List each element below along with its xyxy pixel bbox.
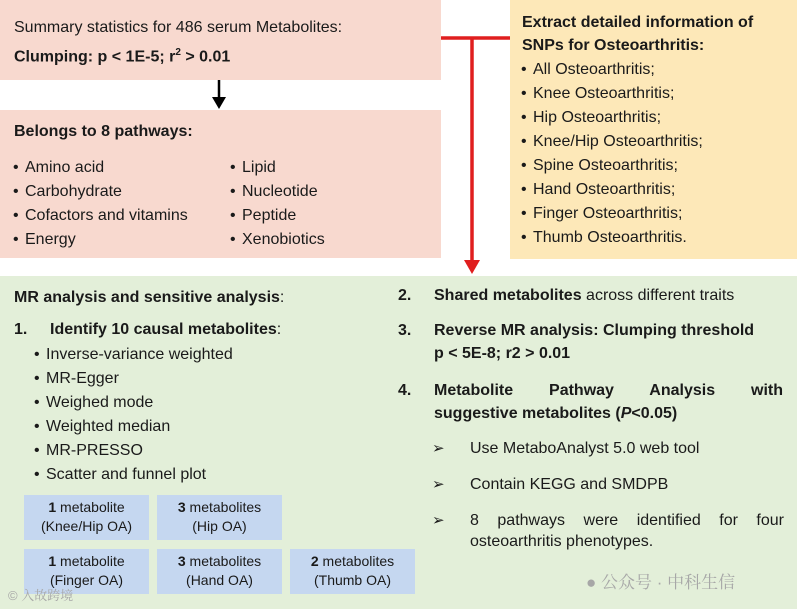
- step2-text: Shared metabolites across different traits: [434, 287, 735, 304]
- watermark-right: ● 公众号 · 中科生信: [586, 573, 736, 592]
- step1-title: Identify 10 causal metabolites:: [50, 321, 282, 338]
- list-item: • Hip Osteoarthritis;: [521, 106, 703, 130]
- list-item: • MR-PRESSO: [34, 439, 233, 463]
- list-item: • Hand Osteoarthritis;: [521, 178, 703, 202]
- list-item: • Finger Osteoarthritis;: [521, 202, 703, 226]
- metabolite-box-knee-hip: 1 metabolite (Knee/Hip OA): [24, 495, 149, 540]
- watermark-left: © 入故跨境: [8, 588, 74, 603]
- list-item: • Cofactors and vitamins: [13, 204, 188, 228]
- summary-to-pathways-arrowhead: [212, 97, 226, 109]
- list-item: • Lipid: [230, 156, 325, 180]
- metabolite-box-hip: 3 metabolites (Hip OA): [157, 495, 282, 540]
- red-connector: [441, 38, 510, 274]
- list-item: • Knee/Hip Osteoarthritis;: [521, 130, 703, 154]
- step3-line1: Reverse MR analysis: Clumping threshold: [434, 322, 755, 339]
- list-item: • Carbohydrate: [13, 180, 188, 204]
- list-item: ➢ 8 pathways were identified for four osteoarthritis phenotypes.: [432, 512, 784, 550]
- summary-line1: Summary statistics for 486 serum Metabolites:: [14, 19, 343, 36]
- step3-number: 3.: [398, 322, 412, 339]
- metabolite-box-hand: 3 metabolites (Hand OA): [157, 549, 282, 594]
- watermark-logo-icon: ©: [8, 588, 18, 603]
- metabolite-box-finger: 1 metabolite (Finger OA): [24, 549, 149, 594]
- list-item: • Scatter and funnel plot: [34, 463, 233, 487]
- snp-title-line1: Extract detailed information of: [522, 14, 754, 31]
- list-item: • Inverse-variance weighted: [34, 343, 233, 367]
- snp-title-line2: SNPs for Osteoarthritis:: [522, 37, 705, 54]
- list-item: ➢ Use MetaboAnalyst 5.0 web tool: [432, 440, 700, 457]
- arrow-bullet-icon: ➢: [432, 476, 445, 493]
- list-item: • Xenobiotics: [230, 228, 325, 252]
- list-item: • Thumb Osteoarthritis.: [521, 226, 703, 250]
- list-item: • MR-Egger: [34, 367, 233, 391]
- clumping-threshold: Clumping: p < 1E-5; $r^2 > 0.01$: [14, 47, 231, 66]
- step2-number: 2.: [398, 287, 412, 304]
- list-item: • Knee Osteoarthritis;: [521, 82, 703, 106]
- step4-line2: suggestive metabolites (P<0.05): [434, 405, 678, 422]
- list-item: • Peptide: [230, 204, 325, 228]
- list-item: • All Osteoarthritis;: [521, 58, 703, 82]
- list-item: ➢ Contain KEGG and SMDPB: [432, 476, 669, 493]
- list-item: • Spine Osteoarthritis;: [521, 154, 703, 178]
- step3-line2: p < 5E-8; r2 > 0.01: [434, 345, 571, 362]
- arrow-bullet-icon: ➢: [432, 512, 445, 529]
- list-item: • Energy: [13, 228, 188, 252]
- step4-number: 4.: [398, 382, 412, 399]
- list-item: • Weighed mode: [34, 391, 233, 415]
- step4-line1: Metabolite Pathway Analysis with: [434, 382, 783, 399]
- list-item: • Weighted median: [34, 415, 233, 439]
- list-item: • Amino acid: [13, 156, 188, 180]
- arrow-bullet-icon: ➢: [432, 440, 445, 457]
- metabolite-box-thumb: 2 metabolites (Thumb OA): [290, 549, 415, 594]
- wechat-icon: ●: [586, 573, 597, 592]
- step1-number: 1.: [14, 321, 28, 338]
- pathways-title: Belongs to 8 pathways:: [14, 123, 193, 140]
- list-item: • Nucleotide: [230, 180, 325, 204]
- mr-title: MR analysis and sensitive analysis:: [14, 289, 285, 306]
